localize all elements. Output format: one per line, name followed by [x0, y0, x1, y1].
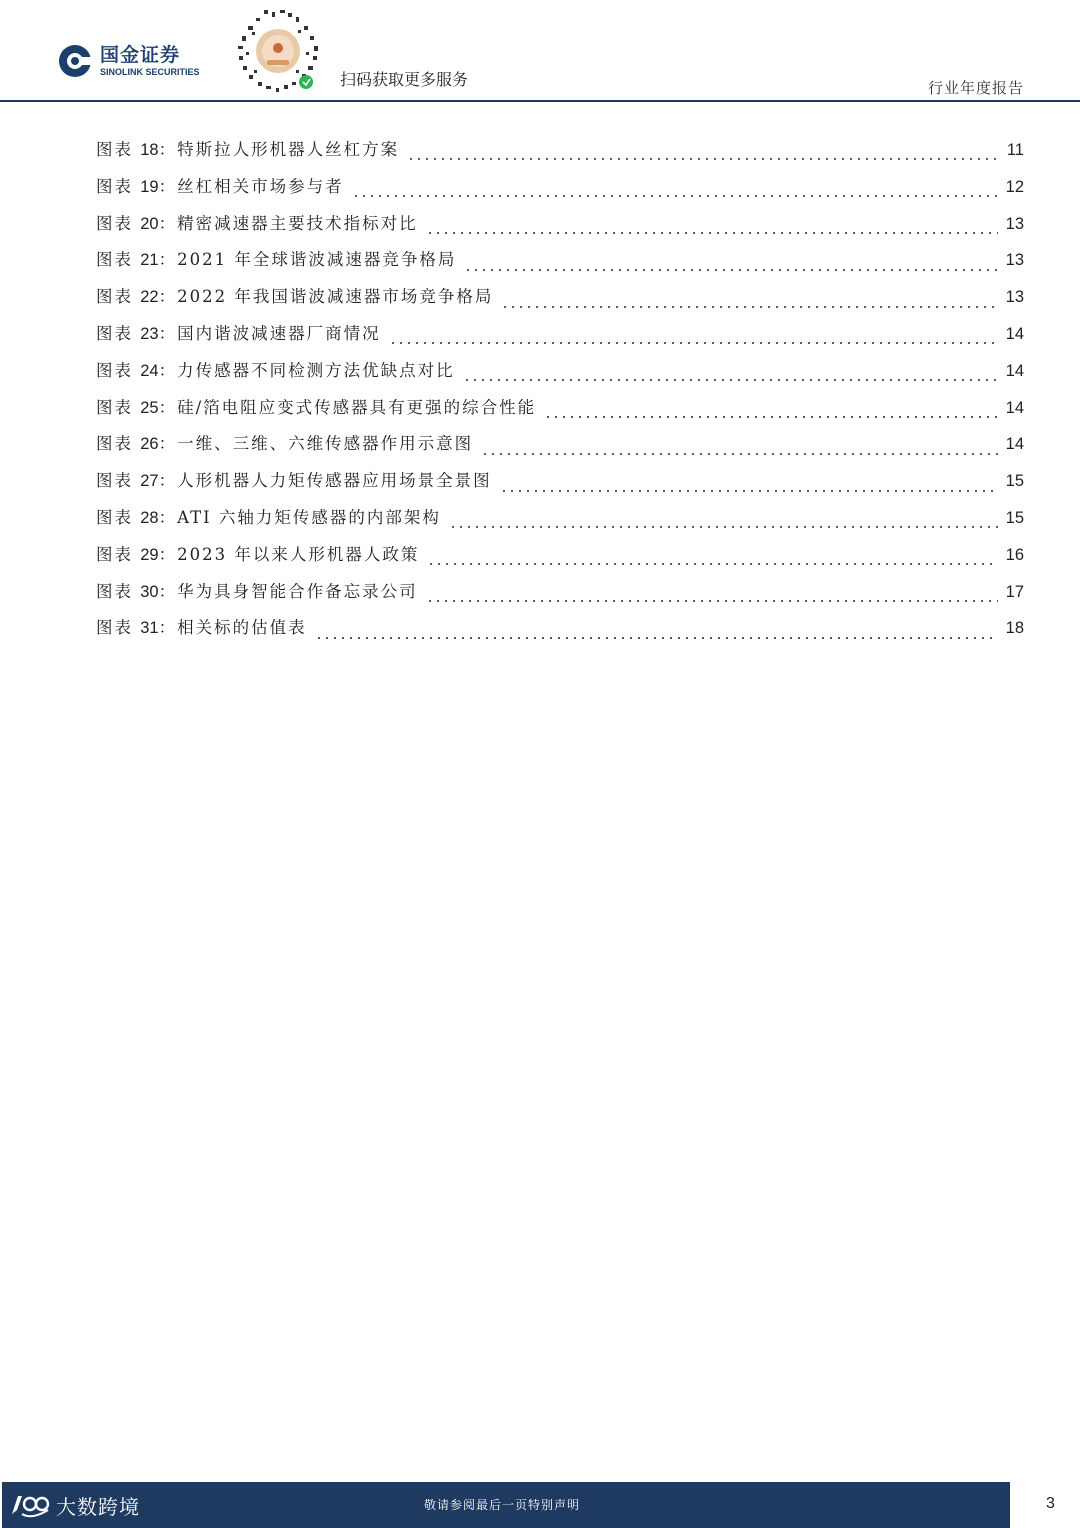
toc-entry-number: 20 [140, 214, 159, 233]
toc-entry-text: 精密减速器主要技术指标对比 [177, 213, 418, 233]
toc-entry-title [96, 504, 441, 528]
toc-page-number: 13 [1005, 251, 1024, 270]
scan-for-service-text: 扫码获取更多服务 [340, 70, 469, 89]
toc-entry-number: 26 [140, 435, 159, 454]
toc-dot-leader [501, 305, 997, 309]
page-header [0, 0, 1080, 102]
report-type-label: 行业年度报告 [927, 79, 1024, 97]
toc-row[interactable] [96, 394, 1024, 431]
toc-page-number: 18 [1005, 619, 1024, 638]
toc-entry-prefix: 图表 [96, 250, 133, 270]
toc-page-number: 12 [1005, 177, 1024, 196]
toc-dot-leader [463, 378, 998, 382]
figure-toc-list [96, 136, 1024, 651]
logo-english-name: SINOLINK SECURITIES [100, 66, 200, 77]
toc-entry-colon: ： [158, 287, 178, 307]
toc-dot-leader [389, 341, 998, 345]
footer-brand-text: 大数跨境 [56, 1494, 140, 1519]
toc-dot-leader [352, 194, 998, 198]
qr-code-icon[interactable] [234, 8, 322, 94]
toc-entry-text: 一维、三维、六维传感器作用示意图 [177, 434, 474, 454]
toc-page-number: 13 [1005, 288, 1024, 307]
toc-entry-title [96, 614, 307, 638]
toc-entry-text: 2023 年以来人形机器人政策 [177, 544, 420, 564]
toc-entry-text: 丝杠相关市场参与者 [177, 176, 344, 196]
page-footer [0, 1482, 1080, 1528]
toc-entry-text: 2022 年我国谐波减速器市场竞争格局 [177, 287, 494, 307]
toc-entry-title [96, 210, 418, 234]
toc-entry-number: 24 [140, 361, 159, 380]
toc-entry-number: 25 [140, 398, 159, 417]
toc-entry-prefix: 图表 [96, 140, 133, 159]
toc-row[interactable] [96, 320, 1024, 357]
toc-entry-colon: ： [158, 176, 178, 196]
toc-entry-text: 硅/箔电阻应变式传感器具有更强的综合性能 [177, 397, 537, 417]
toc-entry-prefix: 图表 [96, 434, 133, 454]
toc-row[interactable] [96, 614, 1024, 651]
toc-row[interactable] [96, 283, 1024, 320]
toc-entry-text: 人形机器人力矩传感器应用场景全景图 [177, 471, 492, 491]
toc-entry-number: 31 [140, 619, 159, 638]
toc-entry-colon: ： [158, 250, 178, 270]
toc-row[interactable] [96, 246, 1024, 283]
toc-dot-leader [407, 157, 998, 161]
toc-entry-text: ATI 六轴力矩传感器的内部架构 [177, 507, 441, 527]
toc-entry-prefix: 图表 [96, 507, 133, 527]
toc-entry-text: 特斯拉人形机器人丝杠方案 [177, 140, 400, 159]
toc-row[interactable] [96, 578, 1024, 615]
toc-entry-prefix: 图表 [96, 213, 133, 233]
toc-row[interactable] [96, 430, 1024, 467]
toc-entry-prefix: 图表 [96, 618, 133, 638]
toc-page-number: 15 [1005, 472, 1024, 491]
toc-entry-text: 华为具身智能合作备忘录公司 [177, 581, 418, 601]
toc-entry-prefix: 图表 [96, 360, 133, 380]
toc-entry-prefix: 图表 [96, 471, 133, 491]
toc-dot-leader [315, 636, 998, 640]
toc-dot-leader [449, 525, 998, 529]
toc-entry-title [96, 246, 456, 270]
page-number: 3 [1046, 1495, 1055, 1512]
toc-entry-title [96, 541, 419, 565]
toc-entry-prefix: 图表 [96, 176, 133, 196]
toc-entry-prefix: 图表 [96, 323, 133, 343]
toc-dot-leader [544, 415, 997, 419]
toc-entry-number: 23 [140, 324, 159, 343]
toc-entry-number: 30 [140, 582, 159, 601]
toc-dot-leader [481, 452, 998, 456]
toc-entry-colon: ： [158, 323, 178, 343]
logo-chinese-name: 国金证券 [100, 43, 181, 66]
toc-page-number: 14 [1005, 435, 1024, 454]
toc-page-number: 11 [1006, 141, 1024, 159]
toc-entry-colon: ： [158, 397, 178, 417]
footer-page-box [1010, 1482, 1080, 1528]
toc-entry-prefix: 图表 [96, 581, 133, 601]
toc-row[interactable] [96, 136, 1024, 173]
toc-row[interactable] [96, 357, 1024, 394]
toc-row[interactable] [96, 173, 1024, 210]
toc-entry-title [96, 283, 493, 307]
toc-entry-prefix: 图表 [96, 287, 133, 307]
company-logo [58, 44, 200, 78]
toc-entry-colon: ： [158, 581, 178, 601]
toc-entry-number: 22 [140, 288, 159, 307]
toc-entry-colon: ： [158, 140, 178, 159]
toc-dot-leader [500, 489, 998, 493]
toc-page-number: 14 [1005, 398, 1024, 417]
toc-row[interactable] [96, 541, 1024, 578]
toc-dot-leader [464, 268, 997, 272]
toc-entry-number: 27 [140, 472, 159, 491]
toc-dot-leader [427, 562, 997, 566]
toc-entry-title [96, 467, 492, 491]
toc-entry-number: 18 [140, 141, 159, 159]
brand-logo-icon [8, 1490, 52, 1520]
toc-entry-colon: ： [158, 618, 178, 638]
toc-entry-colon: ： [158, 507, 178, 527]
toc-page-number: 14 [1005, 361, 1024, 380]
toc-entry-number: 21 [140, 251, 159, 270]
toc-entry-text: 国内谐波减速器厂商情况 [177, 323, 381, 343]
toc-entry-title [96, 578, 418, 602]
toc-page-number: 15 [1005, 508, 1024, 527]
toc-entry-prefix: 图表 [96, 397, 133, 417]
toc-row[interactable] [96, 504, 1024, 541]
toc-row[interactable] [96, 210, 1024, 247]
toc-entry-colon: ： [158, 434, 178, 454]
footer-disclaimer-notice: 敬请参阅最后一页特别声明 [424, 1498, 581, 1512]
toc-entry-title [96, 394, 536, 418]
toc-entry-text: 2021 年全球谐波减速器竞争格局 [177, 250, 457, 270]
toc-dot-leader [426, 599, 998, 603]
toc-entry-number: 29 [140, 545, 159, 564]
toc-entry-text: 力传感器不同检测方法优缺点对比 [177, 360, 455, 380]
toc-entry-colon: ： [158, 360, 178, 380]
toc-entry-colon: ： [158, 213, 178, 233]
toc-entry-colon: ： [158, 471, 178, 491]
header-divider [0, 100, 1080, 102]
footer-brand [8, 1490, 140, 1520]
toc-entry-text: 相关标的估值表 [177, 618, 307, 638]
toc-entry-number: 28 [140, 508, 159, 527]
toc-page-number: 17 [1005, 582, 1024, 601]
toc-entry-title [96, 357, 455, 381]
toc-page-number: 14 [1005, 324, 1024, 343]
toc-entry-title [96, 430, 473, 454]
toc-page-number: 13 [1005, 214, 1024, 233]
toc-entry-title [96, 173, 344, 197]
toc-row[interactable] [96, 467, 1024, 504]
toc-entry-title [96, 136, 399, 160]
toc-entry-prefix: 图表 [96, 544, 133, 564]
toc-page-number: 16 [1005, 545, 1024, 564]
toc-entry-colon: ： [158, 544, 178, 564]
sinolink-logo-icon [58, 44, 92, 78]
toc-dot-leader [426, 231, 998, 235]
toc-entry-title [96, 320, 381, 344]
toc-entry-number: 19 [140, 177, 159, 196]
